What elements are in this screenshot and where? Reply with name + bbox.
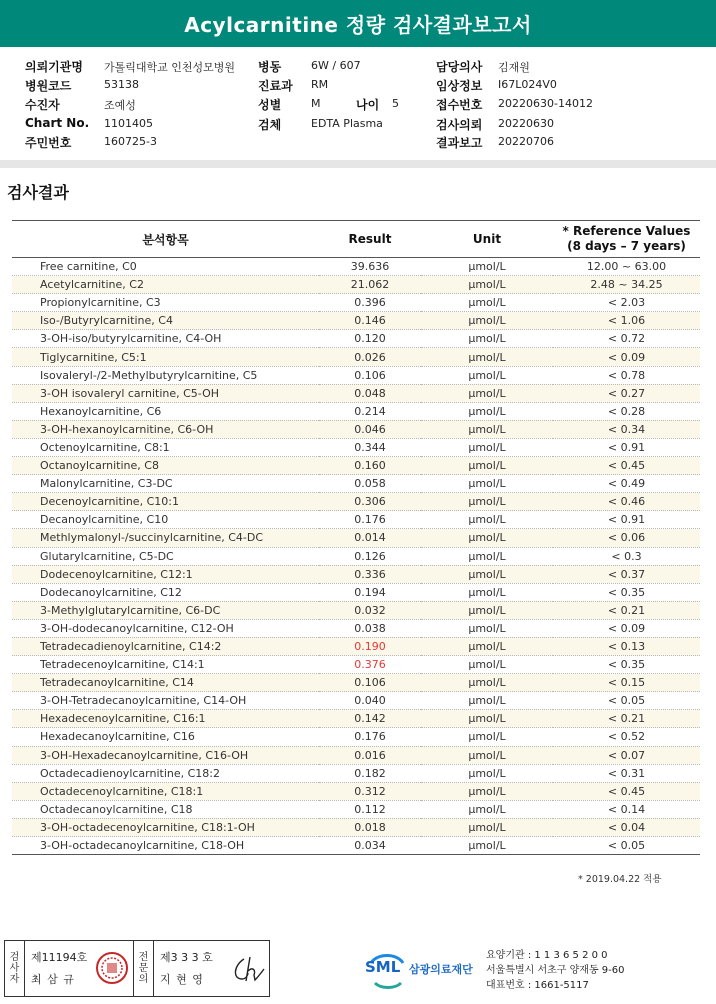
unit-value: μmol/L (421, 656, 553, 674)
footer-info (486, 948, 625, 993)
result-value: 0.026 (319, 348, 421, 366)
results-body (12, 258, 700, 855)
analyte-name: Glutarylcarnitine, C5-DC (12, 547, 319, 565)
result-value: 0.160 (319, 457, 421, 475)
unit-value: μmol/L (421, 258, 553, 276)
reference-value: < 0.31 (553, 764, 700, 782)
result-value: 0.058 (319, 475, 421, 493)
handwritten-signature-icon (230, 953, 266, 985)
analyte-name: Malonylcarnitine, C3-DC (12, 475, 319, 493)
result-value: 39.636 (319, 258, 421, 276)
analyte-name: Tetradecadienoylcarnitine, C14:2 (12, 637, 319, 655)
result-value: 0.176 (319, 728, 421, 746)
institution-value: 가톨릭대학교 인천성모병원 (104, 61, 236, 74)
table-row (12, 764, 700, 782)
result-value: 0.194 (319, 583, 421, 601)
examiner-label-char: 자 (9, 974, 20, 985)
hospital-code-label: 병원코드 (25, 79, 72, 93)
table-row (12, 818, 700, 836)
analyte-name: Tiglycarnitine, C5:1 (12, 348, 319, 366)
unit-value: μmol/L (421, 457, 553, 475)
reference-header-line2: (8 days – 7 years) (567, 239, 686, 253)
analyte-name: Free carnitine, C0 (12, 258, 319, 276)
table-row (12, 493, 700, 511)
result-value: 0.146 (319, 312, 421, 330)
table-row (12, 583, 700, 601)
analyte-name: Tetradecanoylcarnitine, C14 (12, 674, 319, 692)
unit-value: μmol/L (421, 764, 553, 782)
reference-value: < 2.03 (553, 294, 700, 312)
unit-value: μmol/L (421, 710, 553, 728)
analyte-name: Octenoylcarnitine, C8:1 (12, 438, 319, 456)
analyte-name: Octadecadienoylcarnitine, C18:2 (12, 764, 319, 782)
request-label: 검사의뢰 (436, 118, 483, 132)
reference-value: < 0.45 (553, 457, 700, 475)
reference-value: < 0.72 (553, 330, 700, 348)
analyte-name: Hexadecanoylcarnitine, C16 (12, 728, 319, 746)
reference-value: < 0.35 (553, 583, 700, 601)
analyte-name: Isovaleryl-/2-Methylbutyrylcarnitine, C5 (12, 366, 319, 384)
reference-value: < 0.34 (553, 420, 700, 438)
specialist-name: 지 현 영 (160, 973, 204, 986)
unit-value: μmol/L (421, 511, 553, 529)
specialist-label-char: 문 (138, 963, 149, 974)
reference-value: < 0.91 (553, 438, 700, 456)
reference-header (553, 221, 700, 258)
unit-value: μmol/L (421, 348, 553, 366)
result-value: 0.106 (319, 366, 421, 384)
table-row (12, 728, 700, 746)
result-value: 0.120 (319, 330, 421, 348)
seal-stamp-icon (95, 951, 129, 985)
table-row (12, 475, 700, 493)
table-row (12, 294, 700, 312)
unit-value: μmol/L (421, 692, 553, 710)
table-row (12, 348, 700, 366)
results-table (12, 220, 700, 855)
patient-info-block (0, 55, 716, 155)
reference-value: < 0.05 (553, 837, 700, 855)
analyte-name: 3-OH-dodecanoylcarnitine, C12-OH (12, 619, 319, 637)
analyte-name: 3-OH-iso/butyrylcarnitine, C4-OH (12, 330, 319, 348)
reference-value: < 0.37 (553, 565, 700, 583)
sex-value: M (311, 97, 321, 110)
reference-value: < 0.46 (553, 493, 700, 511)
result-value: 0.190 (319, 637, 421, 655)
age-value: 5 (392, 97, 399, 110)
institution-label: 의뢰기관명 (25, 60, 83, 74)
unit-value: μmol/L (421, 818, 553, 836)
resident-value: 160725-3 (104, 135, 157, 148)
reference-value: < 0.13 (553, 637, 700, 655)
table-row (12, 366, 700, 384)
table-row (12, 692, 700, 710)
table-row (12, 438, 700, 456)
collector-label: 수진자 (25, 98, 60, 112)
reference-value: < 0.27 (553, 384, 700, 402)
reference-value: < 0.91 (553, 511, 700, 529)
reference-value: < 0.14 (553, 800, 700, 818)
report-date-value: 20220706 (498, 135, 554, 148)
result-value: 0.182 (319, 764, 421, 782)
signature-box (4, 940, 270, 997)
section-title: 검사결과 (7, 183, 69, 202)
analyte-name: 3-OH-octadecenoylcarnitine, C18:1-OH (12, 818, 319, 836)
report-date-label: 결과보고 (436, 136, 483, 150)
specimen-value: EDTA Plasma (311, 117, 383, 130)
reference-value: < 0.3 (553, 547, 700, 565)
reference-value: < 0.07 (553, 746, 700, 764)
dept-label: 진료과 (258, 79, 293, 93)
unit-value: μmol/L (421, 384, 553, 402)
table-row (12, 637, 700, 655)
sml-logo-text: SML (365, 958, 401, 976)
age-label: 나이 (356, 98, 380, 112)
analyte-name: Dodecanoylcarnitine, C12 (12, 583, 319, 601)
table-row (12, 402, 700, 420)
examiner-name: 최 삼 규 (31, 973, 75, 986)
result-value: 0.038 (319, 619, 421, 637)
unit-value: μmol/L (421, 565, 553, 583)
examiner-cell (25, 941, 134, 996)
analyte-name: Octadecenoylcarnitine, C18:1 (12, 782, 319, 800)
analyte-name: 3-OH-hexanoylcarnitine, C6-OH (12, 420, 319, 438)
table-row (12, 312, 700, 330)
result-value: 0.312 (319, 782, 421, 800)
sex-label: 성별 (258, 98, 282, 112)
unit-value: μmol/L (421, 402, 553, 420)
reference-value: < 0.45 (553, 782, 700, 800)
reference-value: < 0.78 (553, 366, 700, 384)
reference-header-line1: * Reference Values (562, 224, 691, 238)
table-row (12, 457, 700, 475)
unit-value: μmol/L (421, 475, 553, 493)
unit-value: μmol/L (421, 529, 553, 547)
analyte-name: Decanoylcarnitine, C10 (12, 511, 319, 529)
result-value: 0.048 (319, 384, 421, 402)
unit-value: μmol/L (421, 330, 553, 348)
specialist-license: 제3 3 3 호 (160, 951, 213, 964)
unit-value: μmol/L (421, 547, 553, 565)
report-title-bar (0, 0, 716, 47)
unit-value: μmol/L (421, 420, 553, 438)
specialist-label (134, 941, 154, 996)
reference-value: < 0.09 (553, 348, 700, 366)
reference-value: < 0.35 (553, 656, 700, 674)
analyte-name: 3-OH-Tetradecanoylcarnitine, C14-OH (12, 692, 319, 710)
examiner-label-char: 사 (9, 963, 20, 974)
chart-label: Chart No. (25, 116, 90, 130)
analyte-name: Hexadecenoylcarnitine, C16:1 (12, 710, 319, 728)
analyte-name: Iso-/Butyrylcarnitine, C4 (12, 312, 319, 330)
result-value: 0.344 (319, 438, 421, 456)
result-value: 0.032 (319, 601, 421, 619)
reference-value: < 0.21 (553, 601, 700, 619)
reference-value: < 0.52 (553, 728, 700, 746)
chart-value: 1101405 (104, 117, 153, 130)
table-row (12, 330, 700, 348)
doctor-label: 담당의사 (436, 60, 483, 74)
specimen-label: 검체 (258, 118, 282, 132)
analyte-name: 3-OH isovaleryl carnitine, C5-OH (12, 384, 319, 402)
item-header: 분석항목 (12, 221, 319, 258)
clinical-value: I67L024V0 (498, 78, 557, 91)
table-row (12, 674, 700, 692)
unit-value: μmol/L (421, 294, 553, 312)
reference-value: < 0.05 (553, 692, 700, 710)
result-value: 0.018 (319, 818, 421, 836)
examiner-license: 제11194호 (31, 951, 88, 964)
unit-value: μmol/L (421, 746, 553, 764)
reference-value: < 1.06 (553, 312, 700, 330)
result-value: 0.126 (319, 547, 421, 565)
resident-label: 주민번호 (25, 136, 72, 150)
receipt-label: 접수번호 (436, 98, 483, 112)
result-value: 0.336 (319, 565, 421, 583)
table-row (12, 565, 700, 583)
result-value: 0.016 (319, 746, 421, 764)
table-row (12, 511, 700, 529)
unit-value: μmol/L (421, 276, 553, 294)
collector-value: 조예성 (104, 99, 136, 112)
result-value: 0.142 (319, 710, 421, 728)
unit-value: μmol/L (421, 601, 553, 619)
reference-value: < 0.06 (553, 529, 700, 547)
result-value: 0.014 (319, 529, 421, 547)
table-row (12, 420, 700, 438)
section-divider (0, 160, 716, 168)
analyte-name: 3-OH-octadecanoylcarnitine, C18-OH (12, 837, 319, 855)
result-header: Result (319, 221, 421, 258)
examiner-label (5, 941, 25, 996)
result-value: 0.040 (319, 692, 421, 710)
request-value: 20220630 (498, 117, 554, 130)
clinical-label: 임상정보 (436, 79, 483, 93)
analyte-name: Propionylcarnitine, C3 (12, 294, 319, 312)
table-row (12, 746, 700, 764)
analyte-name: 3-Methylglutarylcarnitine, C6-DC (12, 601, 319, 619)
analyte-name: 3-OH-Hexadecanoylcarnitine, C16-OH (12, 746, 319, 764)
reference-value: < 0.04 (553, 818, 700, 836)
unit-value: μmol/L (421, 619, 553, 637)
analyte-name: Methlymalonyl-/succinylcarnitine, C4-DC (12, 529, 319, 547)
unit-header: Unit (421, 221, 553, 258)
table-row (12, 800, 700, 818)
unit-value: μmol/L (421, 583, 553, 601)
footer-address: 서울특별시 서초구 양재동 9-60 (486, 965, 625, 976)
specialist-cell (154, 941, 269, 996)
unit-value: μmol/L (421, 674, 553, 692)
result-value: 0.306 (319, 493, 421, 511)
reference-value: < 0.09 (553, 619, 700, 637)
unit-value: μmol/L (421, 493, 553, 511)
table-row (12, 547, 700, 565)
report-title: Acylcarnitine 정량 검사결과보고서 (184, 13, 532, 37)
result-value: 0.046 (319, 420, 421, 438)
analyte-name: Decenoylcarnitine, C10:1 (12, 493, 319, 511)
unit-value: μmol/L (421, 728, 553, 746)
table-row (12, 258, 700, 276)
result-value: 0.106 (319, 674, 421, 692)
analyte-name: Tetradecenoylcarnitine, C14:1 (12, 656, 319, 674)
table-row (12, 601, 700, 619)
footer-agency: 요양기관 : 1 1 3 6 5 2 0 0 (486, 950, 608, 961)
analyte-name: Dodecenoylcarnitine, C12:1 (12, 565, 319, 583)
result-value: 0.176 (319, 511, 421, 529)
unit-value: μmol/L (421, 782, 553, 800)
ward-label: 병동 (258, 60, 282, 74)
reference-note: * 2019.04.22 적용 (578, 874, 662, 885)
result-value: 0.376 (319, 656, 421, 674)
table-row (12, 837, 700, 855)
specialist-label-char: 의 (138, 974, 149, 985)
reference-value: < 0.28 (553, 402, 700, 420)
table-row (12, 710, 700, 728)
dept-value: RM (311, 78, 329, 91)
reference-value: < 0.15 (553, 674, 700, 692)
unit-value: μmol/L (421, 637, 553, 655)
analyte-name: Hexanoylcarnitine, C6 (12, 402, 319, 420)
unit-value: μmol/L (421, 800, 553, 818)
table-row (12, 782, 700, 800)
table-row (12, 529, 700, 547)
unit-value: μmol/L (421, 837, 553, 855)
table-row (12, 656, 700, 674)
receipt-value: 20220630-14012 (498, 97, 593, 110)
reference-value: 12.00 ~ 63.00 (553, 258, 700, 276)
sml-foundation-name: 삼광의료재단 (409, 963, 473, 976)
analyte-name: Acetylcarnitine, C2 (12, 276, 319, 294)
result-value: 21.062 (319, 276, 421, 294)
analyte-name: Octadecanoylcarnitine, C18 (12, 800, 319, 818)
doctor-value: 김재원 (498, 61, 530, 74)
unit-value: μmol/L (421, 312, 553, 330)
result-value: 0.214 (319, 402, 421, 420)
examiner-label-char: 검 (9, 952, 20, 963)
footer-phone: 대표번호 : 1661-5117 (486, 980, 589, 991)
reference-value: 2.48 ~ 34.25 (553, 276, 700, 294)
unit-value: μmol/L (421, 366, 553, 384)
table-row (12, 384, 700, 402)
unit-value: μmol/L (421, 438, 553, 456)
table-row (12, 619, 700, 637)
results-header-row (12, 221, 700, 258)
reference-value: < 0.49 (553, 475, 700, 493)
hospital-code-value: 53138 (104, 78, 139, 91)
ward-value: 6W / 607 (311, 59, 361, 72)
result-value: 0.112 (319, 800, 421, 818)
result-value: 0.396 (319, 294, 421, 312)
result-value: 0.034 (319, 837, 421, 855)
analyte-name: Octanoylcarnitine, C8 (12, 457, 319, 475)
reference-value: < 0.21 (553, 710, 700, 728)
table-row (12, 276, 700, 294)
sml-logo (365, 947, 485, 992)
specialist-label-char: 전 (138, 952, 149, 963)
